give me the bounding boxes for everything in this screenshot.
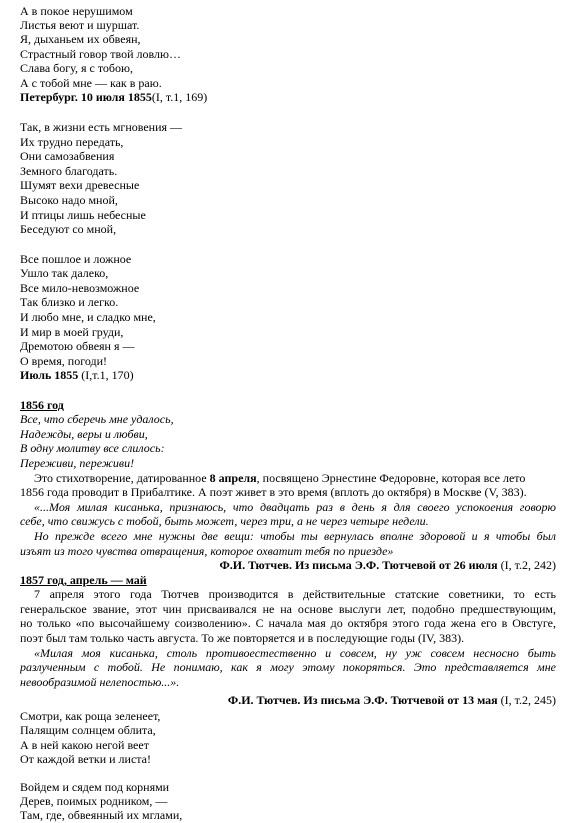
source-title: Ф.И. Тютчев. Из письма Э.Ф. Тютчевой от 26 июля xyxy=(219,558,498,572)
quote-line: себе, что свижусь с тобой, быть может, через три, а не через четыре недели. xyxy=(20,514,429,528)
poem-line: Земного благодать. xyxy=(20,164,118,178)
poem-line: Войдем и сядем под корнями xyxy=(20,780,170,794)
source-title: Ф.И. Тютчев. Из письма Э.Ф. Тютчевой от 13 мая xyxy=(227,693,498,707)
paragraph-line xyxy=(34,471,525,485)
poem-line: Палящим солнцем облита, xyxy=(20,723,156,737)
poem-line: Все мило-невозможное xyxy=(20,281,140,295)
poem-line: Высоко надо мной, xyxy=(20,193,118,207)
poem-line: Дремотою обвеян я — xyxy=(20,339,135,353)
poem-line: Они самозабвения xyxy=(20,149,115,163)
paragraph-line: 7 апреля этого года Тютчев производится в действительные статские советники, то есть xyxy=(34,587,556,601)
poem-line: Дерев, поимых родником, — xyxy=(20,794,168,808)
dateline-place-date: Петербург. 10 июля 1855 xyxy=(20,90,152,104)
paragraph-date: 8 апреля xyxy=(209,471,257,485)
dateline-date: Июль 1855 xyxy=(20,368,79,382)
poem-line: Так близко и легко. xyxy=(20,295,119,309)
source-reference: (I, т.2, 245) xyxy=(497,693,556,707)
poem-line: И мир в моей груди, xyxy=(20,325,124,339)
paragraph-line: но только «по высочайшему соизволению». С начала мая до октября этого года жена его в Овстуге, xyxy=(20,616,556,630)
poem-line: А в ней какою негой веет xyxy=(20,738,149,752)
quote-line: разлученным с тобой. Не понимаю, как я могу этому покоряться. Это представляется мне xyxy=(20,660,556,674)
poem-line: Все пошлое и ложное xyxy=(20,252,132,266)
poem-line: О время, погоди! xyxy=(20,354,107,368)
poem-line: Их трудно передать, xyxy=(20,135,124,149)
letter-source xyxy=(228,693,556,707)
paragraph-text: Это стихотворение, датированное xyxy=(34,471,210,485)
dateline-reference: (I,т.1, 170) xyxy=(78,368,134,382)
paragraph-line: генеральское звание, этот чин присваивался не на основе выслуги лет, подобно предшествующим, xyxy=(20,602,556,616)
poem-line: А в покое нерушимом xyxy=(20,4,133,18)
quote-line: невообразимой нелепостью...». xyxy=(20,675,180,689)
section-heading-1857: 1857 год, апрель — май xyxy=(20,573,147,587)
epigraph-line: Переживи, переживи! xyxy=(20,456,135,470)
epigraph-line: Надежды, веры и любви, xyxy=(20,427,148,441)
poem-line: Ушло так далеко, xyxy=(20,266,109,280)
poem-line: И любо мне, и сладко мне, xyxy=(20,310,156,324)
poem-line: Беседуют со мной, xyxy=(20,222,117,236)
poem-line: Смотри, как роща зеленеет, xyxy=(20,709,161,723)
quote-line: «Милая моя кисанька, столь противоестественно и совсем, ну уж совсем несносно быть xyxy=(34,646,556,660)
poem-line: Так, в жизни есть мгновения — xyxy=(20,120,183,134)
poem-line: Шумят вехи древесные xyxy=(20,178,140,192)
poem-line: И птицы лишь небесные xyxy=(20,208,146,222)
epigraph-line: Все, что сберечь мне удалось, xyxy=(20,412,174,426)
poem-line: Там, где, обвеянный их мглами, xyxy=(20,808,183,822)
poem-line: Страстный говор твой ловлю… xyxy=(20,47,181,61)
epigraph-line: В одну молитву все слилось: xyxy=(20,441,165,455)
poem-line: А с тобой мне — как в раю. xyxy=(20,76,162,90)
poem-line: От каждой ветки и листа! xyxy=(20,752,151,766)
quote-line: Но прежде всего мне нужны две вещи: чтобы ты вернулась вполне здоровой и я чтобы был xyxy=(34,529,556,543)
poem-dateline xyxy=(20,90,207,104)
quote-line: «...Моя милая кисанька, признаюсь, что двадцать раз в день я для своего успокоения говорю xyxy=(34,500,556,514)
poem-line: Я, дыханьем их обвеян, xyxy=(20,32,141,46)
paragraph-line: поэт был там только часть августа. То же повторяется и в последующие годы (IV, 383). xyxy=(20,631,465,645)
paragraph-line: 1856 года проводит в Прибалтике. А поэт живет в это время (вплоть до октября) в Москве (V, 383). xyxy=(20,485,527,499)
source-reference: (I, т.2, 242) xyxy=(497,558,556,572)
poem-line: Слава богу, я с тобою, xyxy=(20,61,133,75)
poem-dateline xyxy=(20,368,134,382)
quote-line: изъят из того чувства отвращения, которое охватит тебя по приезде» xyxy=(20,544,394,558)
dateline-reference: (I, т.1, 169) xyxy=(151,90,208,104)
letter-source xyxy=(219,558,556,572)
poem-line: Листья веют и шуршат. xyxy=(20,18,140,32)
section-heading-1856: 1856 год xyxy=(20,398,64,412)
paragraph-text: , посвящено Эрнестине Федоровне, которая все лето xyxy=(256,471,526,485)
